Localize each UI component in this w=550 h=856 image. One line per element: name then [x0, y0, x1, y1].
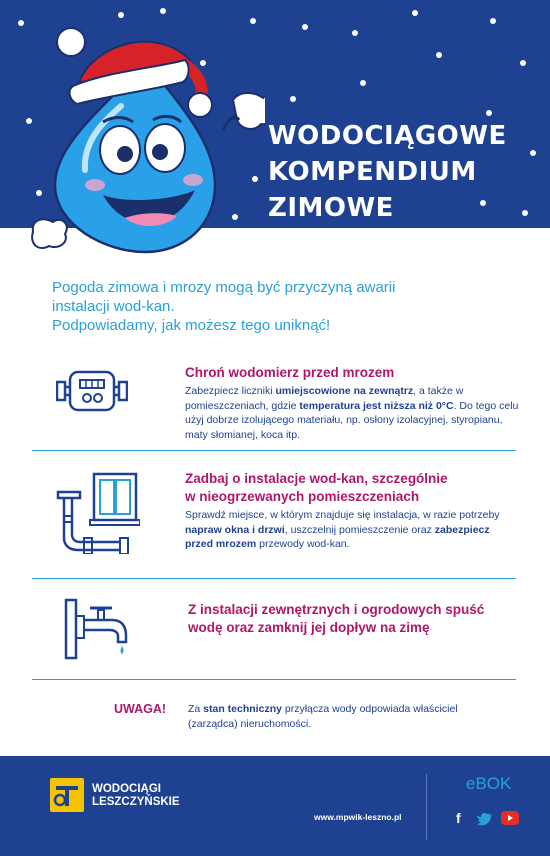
waving-hand-icon: [223, 93, 265, 130]
title-line: KOMPENDIUM: [268, 157, 477, 187]
facebook-icon[interactable]: f: [456, 810, 461, 826]
section-body: Sprawdź miejsce, w którym znajduje się instalacja, w razie potrzeby napraw okna i drzwi, uszczelnij pomieszczenie oraz zabezpiecz przed mrozem przewody wod-kan.: [185, 509, 500, 550]
snowflake: [290, 96, 296, 102]
snowflake: [522, 210, 528, 216]
snowflake: [160, 8, 166, 14]
emphasis-text: temperatura jest niższa niż 0°C: [299, 399, 454, 412]
warning-label: UWAGA!: [114, 702, 167, 716]
company-name-line: LESZCZYŃSKIE: [92, 796, 180, 808]
snowflake: [18, 20, 24, 26]
water-drop-mascot-illustration: [25, 20, 265, 260]
snowflake: [486, 110, 492, 116]
snowflake: [530, 150, 536, 156]
section-title: [185, 470, 448, 506]
snowflake: [302, 24, 308, 30]
emphasis-text: umiejscowione na zewnątrz: [275, 385, 414, 397]
emphasis-text: stan techniczny: [203, 703, 282, 715]
company-logo[interactable]: [50, 778, 84, 812]
company-name-line: WODOCIĄGI: [92, 783, 161, 795]
section-title-line: w nieogrzewanych pomieszczeniach: [185, 489, 420, 504]
snowflake: [490, 18, 496, 24]
intro-line: Pogoda zimowa i mrozy mogą być przyczyną awarii: [52, 279, 396, 296]
divider: [32, 578, 516, 579]
pipe-window-icon: [50, 472, 140, 554]
page-title: [268, 118, 507, 226]
divider: [426, 774, 427, 840]
ebok-link[interactable]: eBOK: [466, 774, 512, 793]
title-line: WODOCIĄGOWE: [268, 121, 507, 151]
section-title-line: wodę oraz zamknij jej dopływ na zimę: [188, 620, 430, 635]
snowflake: [118, 12, 124, 18]
snowflake: [360, 80, 366, 86]
section-body: Zabezpiecz liczniki umiejscowione na zewnątrz, a także w pomieszczeniach, gdzie temperatura jest niższa niż 0°C. Do tego celu użyj dobrze izolującego materiału, np. osłony izolacyjnej, styropianu, maty słomianej, koca itp.: [185, 385, 519, 441]
section-title: Chroń wodomierz przed mrozem: [185, 365, 395, 380]
snowflake: [520, 60, 526, 66]
warning-text: Za stan techniczny przyłącza wody odpowiada właściciel (zarządca) nieruchomości.: [188, 703, 458, 730]
intro-line: Podpowiadamy, jak możesz tego uniknąć!: [52, 317, 331, 334]
intro-text: [52, 278, 492, 335]
divider: [32, 679, 516, 680]
title-line: ZIMOWE: [268, 193, 394, 223]
section-title-line: Zadbaj o instalacje wod-kan, szczególnie: [185, 471, 448, 486]
snowflake: [412, 10, 418, 16]
intro-line: instalacji wod-kan.: [52, 298, 175, 315]
water-meter-icon: [56, 370, 128, 412]
company-name: [92, 783, 180, 809]
divider: [32, 450, 516, 451]
garden-tap-icon: [62, 598, 132, 660]
logo-mark-icon: [50, 778, 84, 812]
footer: [0, 756, 550, 856]
emphasis-text: zabezpiecz przed mrozem: [185, 523, 490, 550]
section-title: [188, 601, 484, 637]
section-title-line: Z instalacji zewnętrznych i ogrodowych spuść: [188, 602, 485, 617]
snowflake: [352, 30, 358, 36]
youtube-icon[interactable]: [501, 811, 519, 828]
website-link[interactable]: www.mpwik-leszno.pl: [314, 812, 402, 822]
emphasis-text: napraw okna i drzwi: [185, 523, 285, 536]
snowflake: [436, 52, 442, 58]
twitter-icon[interactable]: [477, 812, 493, 829]
